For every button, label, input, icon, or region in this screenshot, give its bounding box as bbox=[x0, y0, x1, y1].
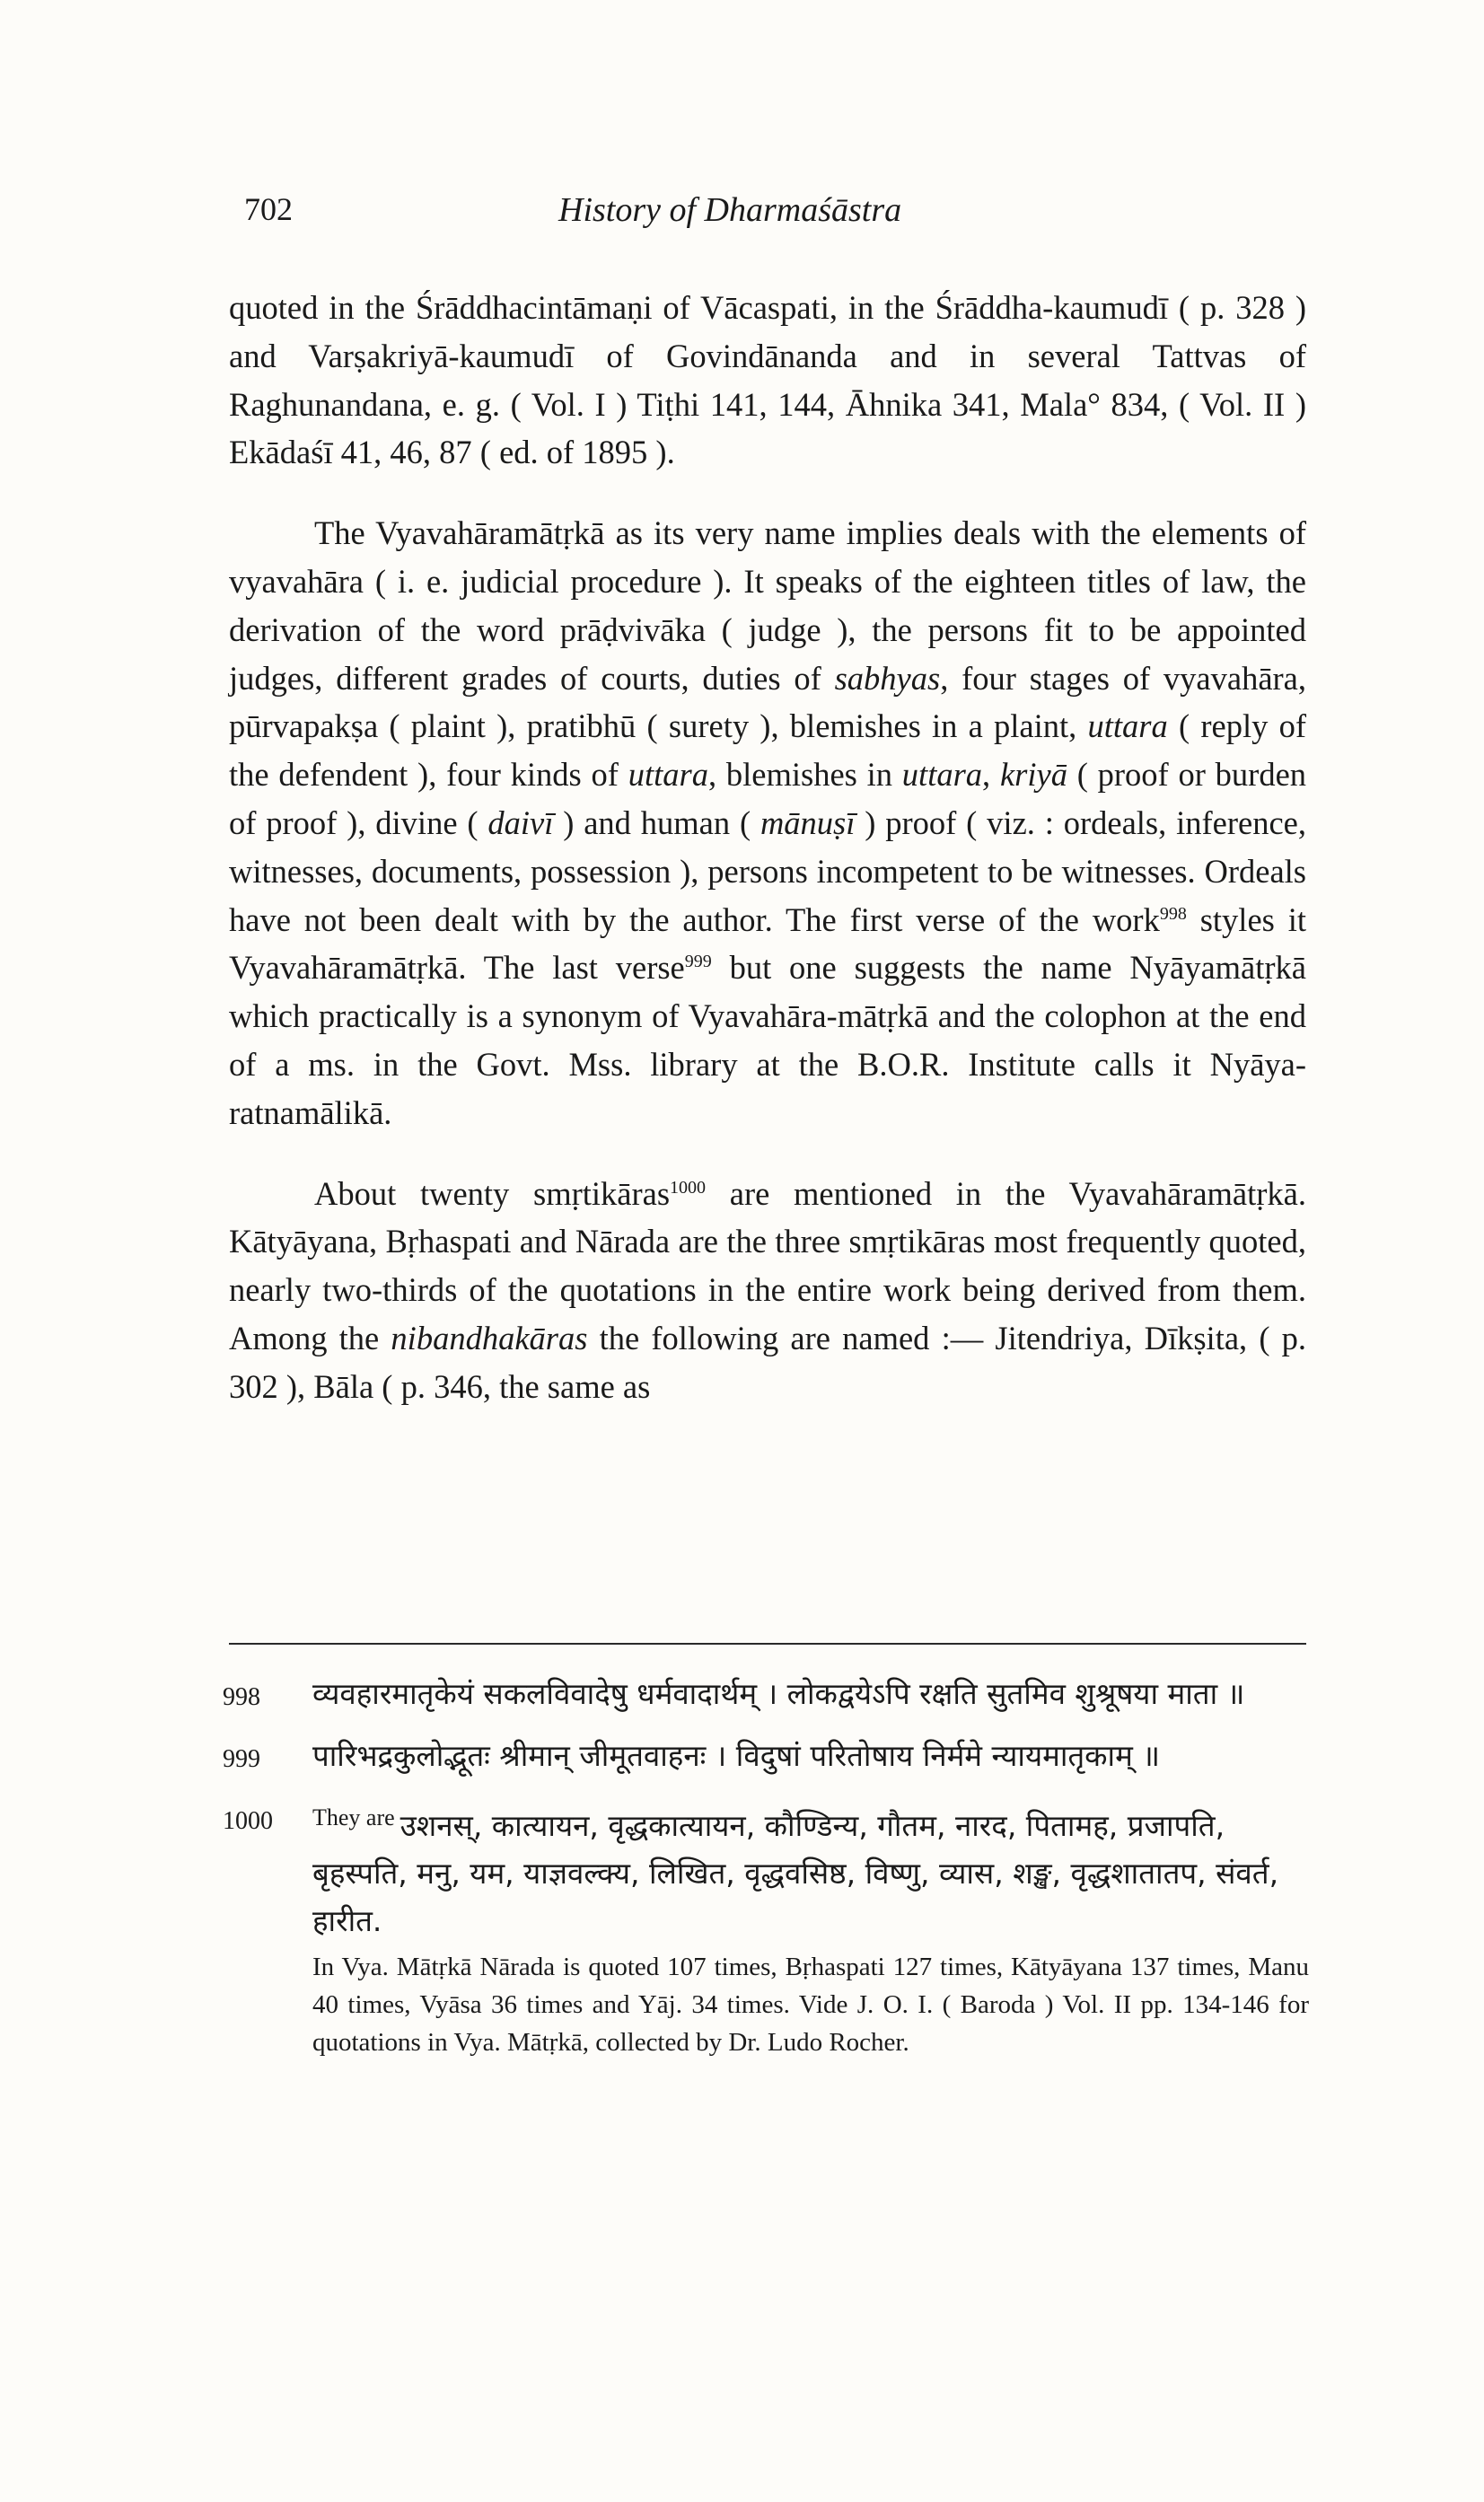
footnote-text: उशनस्, कात्यायन, वृद्धकात्यायन, कौण्डिन्य, गौतम, नारद, पितामह, प्रजापति, बृहस्पति, मनु, यम, याज्ञवल्क्य, लिखित, वृद्धवसिष्ठ, विष्णु, व्यास, शङ्ख, वृद्धशातातप, संवर्त, हारीत. bbox=[312, 1808, 1279, 1938]
footnote-number: 999 bbox=[223, 1745, 260, 1773]
paragraph-2: The Vyavahāramātṛkā as its very name implies deals with the elements of vyavahāra ( i. e. judicial procedure ). It speaks of the eighteen titles of law, the derivation of the word prāḍvivāka ( judge ), the persons fit to be appointed judges, different grades of courts, duties of sabhyas, four stages of vyavahāra, pūrvapakṣa ( plaint ), pratibhū ( surety ), blemishes in a plaint, uttara ( reply of the defendent ), four kinds of uttara, blemishes in uttara, kriyā ( proof or burden of proof ), divine ( daivī ) and human ( mānuṣī ) proof ( viz. : ordeals, inference, witnesses, documents, possession ), persons incompetent to be witnesses. Ordeals have not been dealt with by the author. The first verse of the work$^{998}$ styles it Vyavahāramātṛkā. The last verse$^{999}$ but one suggests the name Nyāyamātṛkā which practically is a synonym of Vyavahāra-mātṛkā and the colophon at the end of a ms. in the Govt. Mss. library at the B.O.R. Institute calls it Nyāya-ratnamālikā. bbox=[229, 514, 1307, 1131]
footnote-text: पारिभद्रकुलोद्भूतः श्रीमान् जीमूतवाहनः । विदुषां परितोषाय निर्ममे न्यायमातृकाम् ॥ bbox=[312, 1738, 1161, 1773]
footnote-998 bbox=[223, 1670, 1309, 1721]
paragraph-1: quoted in the Śrāddhacintāmaṇi of Vācaspati, in the Śrāddha-kaumudī ( p. 328 ) and Varṣakriyā-kaumudī of Govindānanda and in several Tattvas of Raghunandana, e. g. ( Vol. I ) Tiṭhi 141, 144, Āhnika 341, Mala° 834, ( Vol. II ) Ekādaśī 41, 46, 87 ( ed. of 1895 ). bbox=[229, 289, 1306, 471]
footnote-ref-999[interactable]: 999 bbox=[684, 952, 712, 972]
footnote-1000 bbox=[223, 1794, 1309, 2061]
page-number: 702 bbox=[244, 191, 293, 227]
footnote-ref-1000[interactable]: 1000 bbox=[670, 1177, 707, 1198]
running-title: History of Dharmaśāstra bbox=[558, 191, 902, 229]
footnote-body bbox=[312, 1794, 1309, 2061]
footnote-999 bbox=[223, 1732, 1309, 1783]
footnote-lead: They are bbox=[312, 1804, 395, 1830]
main-text bbox=[229, 284, 1306, 1444]
footnote-number: 998 bbox=[223, 1683, 260, 1711]
footnotes bbox=[223, 1670, 1309, 2072]
footnote-text: व्यवहारमातृकेयं सकलविवादेषु धर्मवादार्थम् । लोकद्वयेऽपि रक्षति सुतमिव शुश्रूषया माता ॥ bbox=[312, 1676, 1245, 1711]
paragraph-3: About twenty smṛtikāras$^{1000}$ are mentioned in the Vyavahāramātṛkā. Kātyāyana, Bṛhaspati and Nārada are the three smṛtikāras most frequently quoted, nearly two-thirds of the quotations in the entire work being derived from them. Among the nibandhakāras the following are named :— Jitendriya, Dīkṣita, ( p. 302 ), Bāla ( p. 346, the same as bbox=[229, 1174, 1307, 1405]
footnote-ref-998[interactable]: 998 bbox=[1159, 903, 1187, 924]
page-header bbox=[244, 190, 1304, 244]
footnote-number: 1000 bbox=[223, 1807, 273, 1835]
footnote-note: In Vya. Mātṛkā Nārada is quoted 107 times, Bṛhaspati 127 times, Kātyāyana 137 times, Manu 40 times, Vyāsa 36 times and Yāj. 34 times. Vide J. O. I. ( Baroda ) Vol. II pp. 134-146 for quotations in Vya. Mātṛkā, collected by Dr. Ludo Rocher. bbox=[312, 1953, 1309, 2057]
footnote-divider bbox=[229, 1643, 1306, 1645]
